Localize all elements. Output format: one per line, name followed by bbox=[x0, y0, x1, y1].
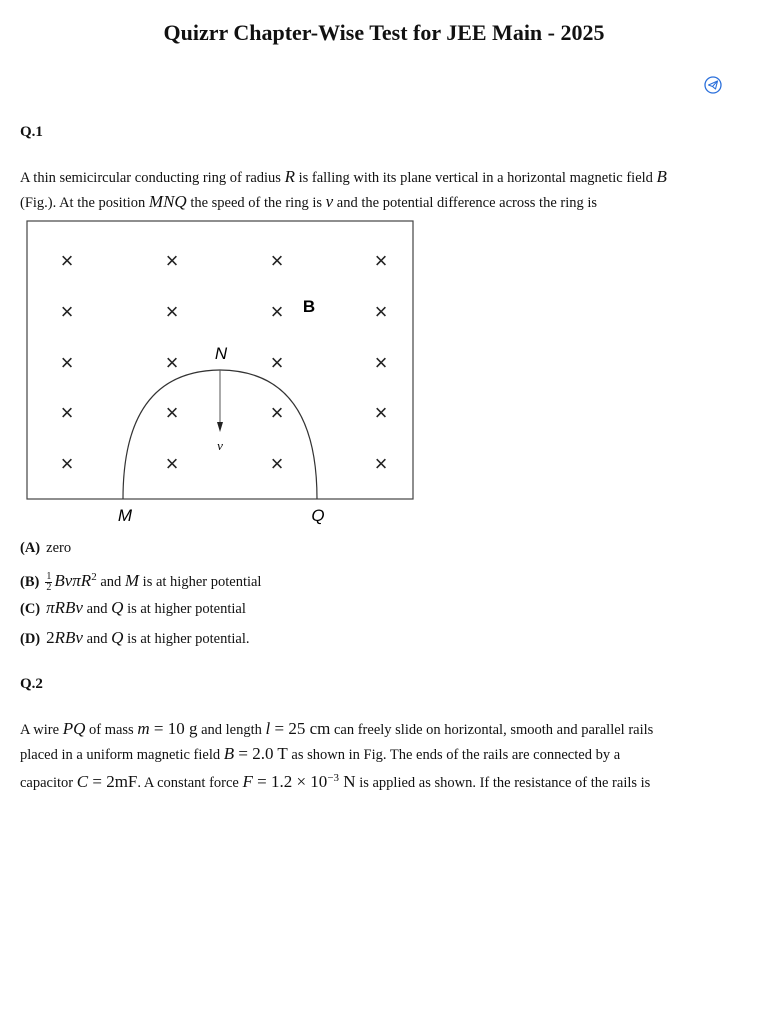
option-d[interactable]: (D) 2RBv and Q is at higher potential. bbox=[20, 628, 250, 647]
field-cross-2-1: × bbox=[165, 350, 179, 375]
field-cross-2-2: × bbox=[270, 350, 284, 375]
label-N: N bbox=[214, 344, 228, 363]
field-cross-4-1: × bbox=[165, 451, 179, 476]
telegram-icon[interactable] bbox=[703, 75, 723, 95]
question-1-label: Q.1 bbox=[20, 124, 43, 140]
label-B: B bbox=[302, 297, 316, 316]
question-1-text: A thin semicircular conducting ring of radius R is falling with its plane vertical in a horizontal magnetic field B (Fig.). At the position MNQ the speed of the ring is v and the potential difference across the ring is bbox=[20, 167, 667, 211]
page-title: Quizrr Chapter-Wise Test for JEE Main - 2025 bbox=[163, 20, 605, 45]
field-cross-0-0: × bbox=[60, 248, 74, 273]
option-b[interactable]: (B) $\frac{1}{2}$ BvπR$^2$ and M is at higher potential bbox=[20, 570, 262, 593]
field-cross-3-0: × bbox=[60, 400, 74, 425]
fraction-one-half: $\frac{1}{2}$ bbox=[46, 571, 52, 593]
field-cross-3-2: × bbox=[270, 400, 284, 425]
question-2-label: Q.2 bbox=[20, 676, 43, 692]
field-cross-1-1: × bbox=[165, 299, 179, 324]
label-Q: Q bbox=[311, 506, 325, 525]
option-a[interactable]: (A) zero bbox=[20, 540, 72, 556]
label-v: v bbox=[217, 438, 223, 453]
field-cross-1-0: × bbox=[60, 299, 74, 324]
field-cross-1-2: × bbox=[270, 299, 284, 324]
field-cross-4-2: × bbox=[270, 451, 284, 476]
field-cross-2-0: × bbox=[60, 350, 74, 375]
field-cross-0-2: × bbox=[270, 248, 284, 273]
option-c[interactable]: (C) πRBv and Q is at higher potential bbox=[20, 598, 246, 617]
field-cross-0-1: × bbox=[165, 248, 179, 273]
field-cross-0-3: × bbox=[374, 248, 388, 273]
question-1-figure bbox=[20, 216, 420, 528]
velocity-arrowhead bbox=[217, 422, 223, 432]
label-M: M bbox=[117, 506, 133, 525]
field-cross-1-3: × bbox=[374, 299, 388, 324]
question-2-text: A wire PQ of mass m = 10 g and length l = 25 cm can freely slide on horizontal, smooth and parallel rails placed in a uniform magnetic field B = 2.0 T as shown in Fig. The ends of the rails are connected by a capacitor C = 2mF. A constant force $F = 1.2 \times 10^{-3}$ N is applied as shown. If the resistance of the rails is bbox=[20, 719, 654, 791]
field-cross-4-0: × bbox=[60, 451, 74, 476]
field-cross-3-3: × bbox=[374, 400, 388, 425]
field-cross-3-1: × bbox=[165, 400, 179, 425]
field-cross-4-3: × bbox=[374, 451, 388, 476]
field-cross-2-3: × bbox=[374, 350, 388, 375]
